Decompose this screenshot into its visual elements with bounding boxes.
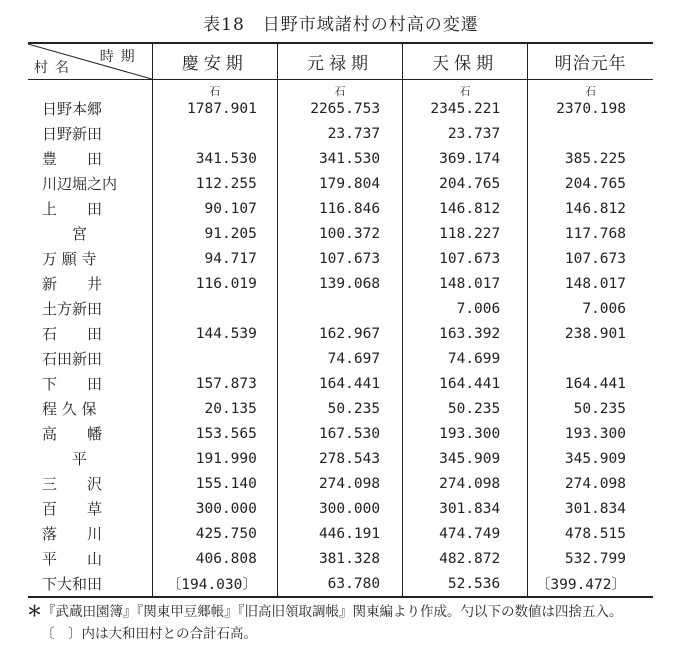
unit-label: 石 xyxy=(334,85,346,98)
yield-value-cell: 23.737 xyxy=(403,121,528,146)
yield-value-cell: 193.300 xyxy=(528,421,653,446)
table-row xyxy=(28,196,653,221)
unit-cell xyxy=(152,80,277,97)
yield-value-cell: 204.765 xyxy=(403,171,528,196)
table-row xyxy=(28,121,653,146)
table-row xyxy=(28,221,653,246)
yield-value-cell: 381.328 xyxy=(277,546,402,571)
unit-cell xyxy=(403,80,528,97)
yield-value-cell: 7.006 xyxy=(403,296,528,321)
yield-value-cell: 179.804 xyxy=(277,171,402,196)
yield-value-cell: 532.799 xyxy=(528,546,653,571)
village-name: 高 幡 xyxy=(42,425,103,443)
yield-value-cell: 2370.198 xyxy=(528,96,653,121)
period-header: 天保期 xyxy=(403,43,528,80)
yield-value-cell: 274.098 xyxy=(528,471,653,496)
yield-value-cell xyxy=(528,121,653,146)
village-name: 豊 田 xyxy=(42,150,103,168)
yield-value-cell: 446.191 xyxy=(277,521,402,546)
yield-value-cell: 167.530 xyxy=(277,421,402,446)
village-name: 下 田 xyxy=(42,375,103,393)
unit-row xyxy=(28,80,653,97)
village-name: 上 田 xyxy=(42,200,103,218)
village-name: 三 沢 xyxy=(42,475,103,493)
yield-value-cell: 74.697 xyxy=(277,346,402,371)
table-row xyxy=(28,146,653,171)
yield-value-cell: 144.539 xyxy=(152,321,277,346)
yield-value-cell: 164.441 xyxy=(403,371,528,396)
yield-value-cell: 1787.901 xyxy=(152,96,277,121)
village-yield-table xyxy=(28,42,653,598)
yield-value-cell: 139.068 xyxy=(277,271,402,296)
village-name: 川辺堀之内 xyxy=(42,175,118,193)
yield-value-cell: 204.765 xyxy=(528,171,653,196)
yield-value-cell: 157.873 xyxy=(152,371,277,396)
yield-value-cell: 91.205 xyxy=(152,221,277,246)
yield-value-cell: 63.780 xyxy=(277,571,402,597)
table-row xyxy=(28,171,653,196)
yield-value-cell: 301.834 xyxy=(528,496,653,521)
yield-value-cell: 163.392 xyxy=(403,321,528,346)
period-header: 明治元年 xyxy=(528,43,653,80)
yield-value-cell: 2345.221 xyxy=(403,96,528,121)
table-row xyxy=(28,371,653,396)
yield-value-cell: 148.017 xyxy=(403,271,528,296)
yield-value-cell: 107.673 xyxy=(403,246,528,271)
table-title: 表18 日野市域諸村の村高の変遷 xyxy=(203,15,479,35)
table-row xyxy=(28,496,653,521)
yield-value-cell: 107.673 xyxy=(277,246,402,271)
yield-value-cell: 50.235 xyxy=(403,396,528,421)
yield-value-cell: 193.300 xyxy=(403,421,528,446)
yield-value-cell: 474.749 xyxy=(403,521,528,546)
village-name: 万 願 寺 xyxy=(42,250,97,268)
yield-value-cell: 345.909 xyxy=(403,446,528,471)
footnote-mark: ＊ xyxy=(27,602,43,620)
yield-value-cell: 164.441 xyxy=(277,371,402,396)
village-name: 日野本郷 xyxy=(42,100,103,118)
table-row xyxy=(28,471,653,496)
yield-value-cell: 369.174 xyxy=(403,146,528,171)
yield-value-cell: 52.536 xyxy=(403,571,528,597)
yield-value-cell: 118.227 xyxy=(403,221,528,246)
unit-cell-empty xyxy=(28,80,152,97)
period-header: 元禄期 xyxy=(277,43,402,80)
yield-value-cell: 425.750 xyxy=(152,521,277,546)
yield-value-cell: 238.901 xyxy=(528,321,653,346)
footnote-source xyxy=(27,600,623,621)
yield-value-cell: 146.812 xyxy=(403,196,528,221)
table-row xyxy=(28,296,653,321)
yield-value-cell: 164.441 xyxy=(528,371,653,396)
unit-label: 石 xyxy=(209,85,221,98)
village-name: 石 田 xyxy=(42,325,103,343)
yield-value-cell: 278.543 xyxy=(277,446,402,471)
yield-value-cell: 482.872 xyxy=(403,546,528,571)
village-name: 程 久 保 xyxy=(42,400,97,418)
yield-value-cell: 478.515 xyxy=(528,521,653,546)
yield-value-cell xyxy=(152,121,277,146)
village-name: 落 川 xyxy=(42,525,103,543)
yield-value-cell: 146.812 xyxy=(528,196,653,221)
corner-period-label: 時期 xyxy=(99,49,142,65)
village-name: 宮 xyxy=(42,225,88,243)
yield-value-cell: 100.372 xyxy=(277,221,402,246)
yield-value-cell: 74.699 xyxy=(403,346,528,371)
yield-value-cell: 7.006 xyxy=(528,296,653,321)
footnote-text: 『武蔵田園簿』『関東甲豆郷帳』『旧高旧領取調帳』関東編より作成。勺以下の数値は四捨五入。 xyxy=(42,604,623,620)
yield-value-cell xyxy=(152,346,277,371)
yield-value-cell: 406.808 xyxy=(152,546,277,571)
period-header: 慶安期 xyxy=(152,43,277,80)
yield-value-cell xyxy=(528,346,653,371)
yield-value-cell: 116.846 xyxy=(277,196,402,221)
yield-value-cell: 162.967 xyxy=(277,321,402,346)
corner-village-label: 村名 xyxy=(34,60,76,76)
header-row xyxy=(28,43,653,80)
yield-value-cell: 23.737 xyxy=(277,121,402,146)
yield-value-cell: 153.565 xyxy=(152,421,277,446)
table-row xyxy=(28,396,653,421)
yield-value-cell: 2265.753 xyxy=(277,96,402,121)
table-row xyxy=(28,321,653,346)
yield-value-cell: 345.909 xyxy=(528,446,653,471)
table-row xyxy=(28,521,653,546)
footnote-bracket-note: 〔 〕内は大和田村との合計石高。 xyxy=(41,626,257,642)
yield-value-cell xyxy=(152,296,277,321)
table-row xyxy=(28,96,653,121)
yield-value-cell: 112.255 xyxy=(152,171,277,196)
yield-value-cell: 116.019 xyxy=(152,271,277,296)
yield-value-cell: 〔194.030〕 xyxy=(152,571,277,597)
village-name: 百 草 xyxy=(42,500,103,518)
table-row xyxy=(28,246,653,271)
village-name: 石田新田 xyxy=(42,350,103,368)
village-name: 下大和田 xyxy=(28,571,152,597)
yield-value-cell: 50.235 xyxy=(277,396,402,421)
unit-label: 石 xyxy=(585,85,597,98)
village-name: 平 xyxy=(42,450,88,468)
corner-header-cell xyxy=(28,43,152,80)
yield-value-cell: 20.135 xyxy=(152,396,277,421)
table-row xyxy=(28,271,653,296)
table-row xyxy=(28,346,653,371)
village-name: 土方新田 xyxy=(42,300,103,318)
table-row xyxy=(28,421,653,446)
yield-value-cell: 300.000 xyxy=(152,496,277,521)
yield-value-cell: 191.990 xyxy=(152,446,277,471)
yield-value-cell: 274.098 xyxy=(277,471,402,496)
yield-value-cell: 300.000 xyxy=(277,496,402,521)
table-row xyxy=(28,546,653,571)
unit-cell xyxy=(528,80,653,97)
unit-cell xyxy=(277,80,402,97)
yield-value-cell: 274.098 xyxy=(403,471,528,496)
yield-value-cell: 385.225 xyxy=(528,146,653,171)
yield-value-cell xyxy=(277,296,402,321)
yield-value-cell: 107.673 xyxy=(528,246,653,271)
yield-value-cell: 301.834 xyxy=(403,496,528,521)
yield-value-cell: 〔399.472〕 xyxy=(528,571,653,597)
village-name: 平 山 xyxy=(42,550,103,568)
yield-value-cell: 341.530 xyxy=(277,146,402,171)
table-row xyxy=(28,571,653,597)
yield-value-cell: 90.107 xyxy=(152,196,277,221)
yield-value-cell: 341.530 xyxy=(152,146,277,171)
unit-label: 石 xyxy=(459,85,471,98)
yield-value-cell: 117.768 xyxy=(528,221,653,246)
table-row xyxy=(28,446,653,471)
village-name: 日野新田 xyxy=(42,125,103,143)
yield-value-cell: 94.717 xyxy=(152,246,277,271)
yield-value-cell: 50.235 xyxy=(528,396,653,421)
village-name: 新 井 xyxy=(42,275,103,293)
yield-value-cell: 148.017 xyxy=(528,271,653,296)
yield-value-cell: 155.140 xyxy=(152,471,277,496)
